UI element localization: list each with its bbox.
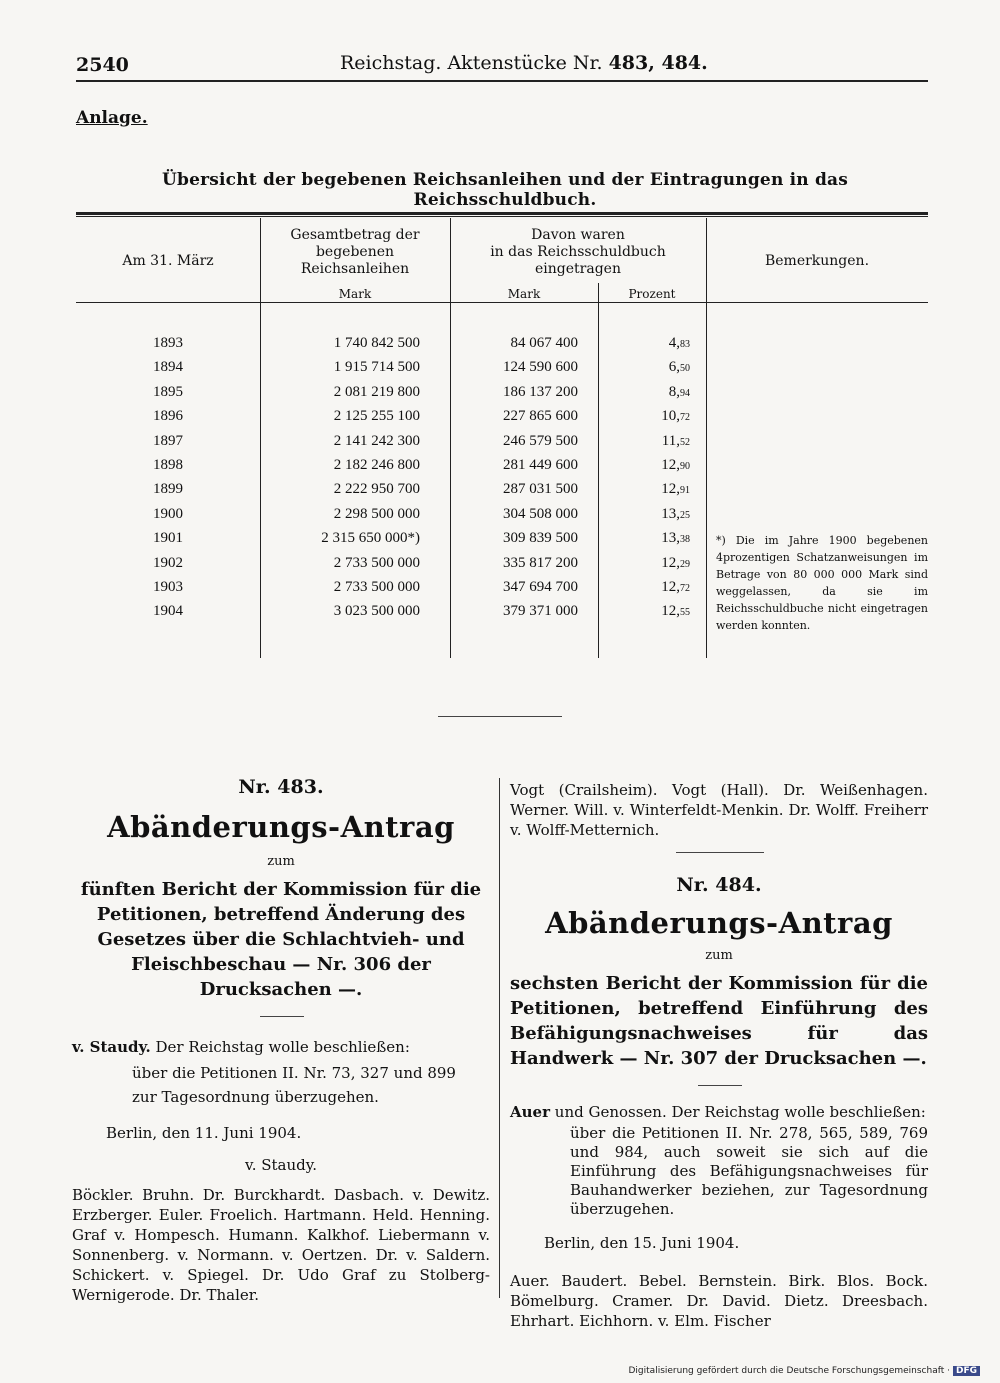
doc-483-rule — [260, 1016, 304, 1017]
table-row — [76, 384, 706, 408]
cell-total: 2 081 219 800 — [333, 383, 420, 400]
cell-year: 1900 — [153, 505, 183, 522]
cell-total: 2 141 242 300 — [333, 432, 420, 449]
section-separator — [438, 716, 562, 717]
cell-percent-dec: 72 — [680, 412, 690, 424]
cell-entered-mark: 287 031 500 — [503, 481, 578, 498]
doc-484 — [510, 874, 928, 1331]
cell-percent-int: 10, — [661, 408, 680, 425]
col-unit-total: Mark — [338, 287, 372, 301]
cell-entered-mark: 186 137 200 — [503, 383, 578, 400]
cell-entered-percent — [600, 408, 690, 425]
dfg-logo: DFG — [953, 1366, 980, 1376]
cell-entered-percent — [600, 555, 690, 572]
cell-percent-int: 6, — [668, 359, 680, 376]
doc-483-proposal — [72, 1037, 490, 1057]
cell-year: 1903 — [153, 579, 183, 595]
cell-percent-dec: 25 — [680, 509, 690, 521]
cell-year: 1898 — [153, 457, 183, 473]
doc-483-subject: fünften Bericht der Kommission für die Petitionen, betreffend Änderung des Gesetzes über die Schlachtvieh- und Fleischbeschau — Nr. 306 der Drucksachen —. — [80, 879, 482, 1000]
doc-483-intro: Der Reichstag wolle beschließen: — [155, 1038, 410, 1056]
cell-total: 1 915 714 500 — [333, 359, 420, 376]
cell-percent-dec: 83 — [680, 339, 690, 350]
cell-year: 1893 — [153, 335, 183, 351]
col-unit-percent: Prozent — [628, 287, 676, 301]
table-row — [76, 335, 706, 359]
doc-483-zum: zum — [267, 854, 295, 869]
anlage-label: Anlage. — [76, 108, 148, 128]
cell-year: 1904 — [153, 603, 183, 620]
cell-entered-percent — [600, 579, 690, 596]
cell-percent-dec: 50 — [680, 363, 690, 375]
cell-percent-dec: 38 — [680, 534, 690, 546]
doc-484-number: Nr. 484. — [676, 874, 762, 896]
table-row — [76, 506, 706, 530]
cell-total: 2 733 500 000 — [333, 554, 420, 571]
col-header-total-line: begebenen — [315, 244, 395, 260]
page-number: 2540 — [76, 54, 129, 76]
table-row — [76, 408, 706, 432]
doc-483-continuation-block — [510, 780, 928, 840]
cell-entered-mark: 347 694 700 — [503, 579, 578, 595]
column-divider — [499, 778, 500, 1298]
table-row — [76, 433, 706, 457]
cell-entered-percent — [600, 384, 690, 401]
col-header-total-line: Reichsanleihen — [300, 261, 410, 277]
cell-entered-mark: 246 579 500 — [503, 432, 578, 449]
cell-year: 1895 — [153, 383, 183, 400]
doc-483-text: über die Petitionen II. Nr. 73, 327 und 899 zur Tagesordnung überzugehen. — [132, 1064, 456, 1106]
cell-total: 2 182 246 800 — [333, 457, 420, 473]
doc-484-date: Berlin, den 15. Juni 1904. — [544, 1234, 740, 1252]
col-header-date: Am 31. März — [122, 253, 214, 269]
cell-percent-dec: 94 — [680, 387, 690, 399]
cell-percent-int: 11, — [661, 432, 680, 449]
table-row — [76, 603, 706, 627]
table-remark-footnote: *) Die im Jahre 1900 begebenen 4prozentigen Schatzanweisungen im Betrage von 80 000 000 Mark sind weggelassen, da sie im Reichsschuldbuche nicht eingetragen werden konnten. — [716, 534, 928, 632]
cell-percent-int: 12, — [661, 481, 680, 498]
cell-entered-mark: 227 865 600 — [503, 408, 578, 425]
cell-total: 1 740 842 500 — [333, 335, 420, 351]
col-header-total-line: Gesamtbetrag der — [290, 227, 420, 243]
cell-percent-dec: 52 — [680, 436, 690, 448]
cell-entered-percent — [600, 530, 690, 547]
doc-483-heading: Abänderungs-Antrag — [107, 810, 455, 844]
doc-484-heading: Abänderungs-Antrag — [545, 906, 893, 940]
section-separator — [676, 852, 764, 853]
running-title-prefix: Reichstag. Aktenstücke Nr. — [340, 52, 603, 74]
cell-total: 3 023 500 000 — [333, 603, 420, 620]
cell-percent-int: 8, — [668, 383, 680, 400]
col-header-entered-line: eingetragen — [535, 261, 621, 277]
cell-total: 2 125 255 100 — [333, 408, 420, 425]
cell-total: 2 298 500 000 — [333, 505, 420, 522]
cell-percent-dec: 55 — [680, 607, 690, 619]
col-header-remarks: Bemerkungen. — [764, 253, 870, 269]
cell-entered-mark: 335 817 200 — [503, 554, 578, 571]
doc-484-subject: sechsten Bericht der Kommission für die Petitionen, betreffend Einführung des Befähigungsnachweises für das Handwerk — Nr. 307 der Drucksachen —. — [510, 973, 928, 1069]
cell-total: 2 222 950 700 — [333, 481, 420, 498]
cell-total: 2 733 500 000 — [333, 579, 420, 595]
doc-483-signer: v. Staudy. — [245, 1156, 317, 1174]
doc-483-number: Nr. 483. — [238, 776, 324, 798]
table-row — [76, 481, 706, 505]
running-title-numbers: 483, 484. — [608, 52, 708, 74]
doc-484-text: über die Petitionen II. Nr. 278, 565, 589, 769 und 984, auch soweit sie sich auf die Einführung des Befähigungsnachweises für Bauhandwerker beziehen, zur Tagesordnung überzugehen. — [570, 1124, 928, 1218]
doc-484-rule — [698, 1085, 742, 1086]
doc-484-proposal — [510, 1102, 928, 1122]
cell-entered-percent — [600, 603, 690, 620]
doc-484-signatories: Auer. Baudert. Bebel. Bernstein. Birk. Blos. Bock. Bömelburg. Cramer. Dr. David. Dietz. Dreesbach. Ehrhart. Eichhorn. v. Elm. Fischer — [510, 1272, 928, 1330]
cell-percent-int: 4, — [668, 335, 680, 351]
col-header-entered-line: Davon waren — [531, 227, 625, 243]
table-col-divider — [706, 218, 707, 658]
cell-entered-percent — [600, 335, 690, 352]
cell-percent-int: 12, — [661, 579, 680, 595]
cell-entered-mark: 304 508 000 — [503, 505, 578, 522]
col-unit-mark: Mark — [507, 287, 541, 301]
table-row — [76, 457, 706, 481]
cell-percent-dec: 91 — [680, 485, 690, 497]
cell-year: 1897 — [153, 432, 183, 449]
cell-entered-percent — [600, 433, 690, 450]
cell-entered-mark: 309 839 500 — [503, 530, 578, 547]
col-header-entered-line: in das Reichsschuldbuch — [490, 244, 666, 260]
doc-484-intro: und Genossen. Der Reichstag wolle beschließen: — [554, 1103, 926, 1121]
cell-entered-mark: 281 449 600 — [503, 457, 578, 473]
cell-entered-percent — [600, 506, 690, 523]
cell-year: 1901 — [153, 530, 183, 547]
cell-entered-percent — [600, 359, 690, 376]
doc-483-date: Berlin, den 11. Juni 1904. — [106, 1124, 302, 1142]
table-top-rule-thin — [76, 216, 928, 217]
cell-entered-percent — [600, 457, 690, 474]
cell-year: 1902 — [153, 554, 183, 571]
table-header-rule — [76, 302, 928, 303]
table-row — [76, 530, 706, 554]
cell-percent-int: 12, — [661, 457, 680, 473]
digitization-credit — [629, 1366, 981, 1376]
cell-percent-int: 13, — [661, 505, 680, 522]
cell-total: 2 315 650 000*) — [321, 530, 420, 547]
cell-percent-int: 12, — [661, 603, 680, 620]
doc-484-proposer: Auer — [510, 1103, 550, 1121]
doc-484-zum: zum — [705, 948, 733, 963]
cell-percent-dec: 90 — [680, 461, 690, 472]
running-title — [340, 52, 708, 74]
cell-percent-dec: 72 — [680, 583, 690, 594]
table-title: Übersicht der begebenen Reichsanleihen und der Eintragungen in das Reichsschuldbuch. — [161, 170, 849, 210]
cell-entered-percent — [600, 481, 690, 498]
digitization-credit-text: Digitalisierung gefördert durch die Deutsche Forschungsgemeinschaft · — [628, 1366, 950, 1376]
cell-year: 1899 — [153, 481, 183, 498]
cell-entered-mark: 379 371 000 — [503, 603, 578, 620]
col-header-total — [260, 227, 450, 278]
cell-year: 1896 — [153, 408, 183, 425]
doc-483-proposer: v. Staudy. — [72, 1038, 151, 1056]
doc-483-signatories: Böckler. Bruhn. Dr. Burckhardt. Dasbach. v. Dewitz. Erzberger. Euler. Froelich. Hartmann. Held. Henning. Graf v. Hompesch. Humann. Kalkhof. Liebermann v. Sonnenberg. v. Normann. v. Oertzen. Dr. v. Saldern. Schickert. v. Spiegel. Dr. Udo Graf zu Stolberg-Wernigerode. Dr. Thaler. — [72, 1186, 490, 1304]
table-top-rule — [76, 212, 928, 215]
cell-year: 1894 — [153, 359, 183, 376]
cell-percent-int: 12, — [661, 554, 680, 571]
cell-entered-mark: 124 590 600 — [503, 359, 578, 376]
table-row — [76, 555, 706, 579]
cell-entered-mark: 84 067 400 — [510, 335, 578, 351]
doc-483-signatories-continued: Vogt (Crailsheim). Vogt (Hall). Dr. Weißenhagen. Werner. Will. v. Winterfeldt-Menkin. Dr. Wolff. Freiherr v. Wolff-Metternich. — [510, 781, 928, 839]
header-rule — [76, 80, 928, 82]
cell-percent-dec: 29 — [680, 558, 690, 570]
col-header-entered — [450, 227, 706, 278]
table-row — [76, 579, 706, 603]
table-row — [76, 359, 706, 383]
cell-percent-int: 13, — [661, 530, 680, 547]
doc-483 — [72, 776, 490, 1305]
